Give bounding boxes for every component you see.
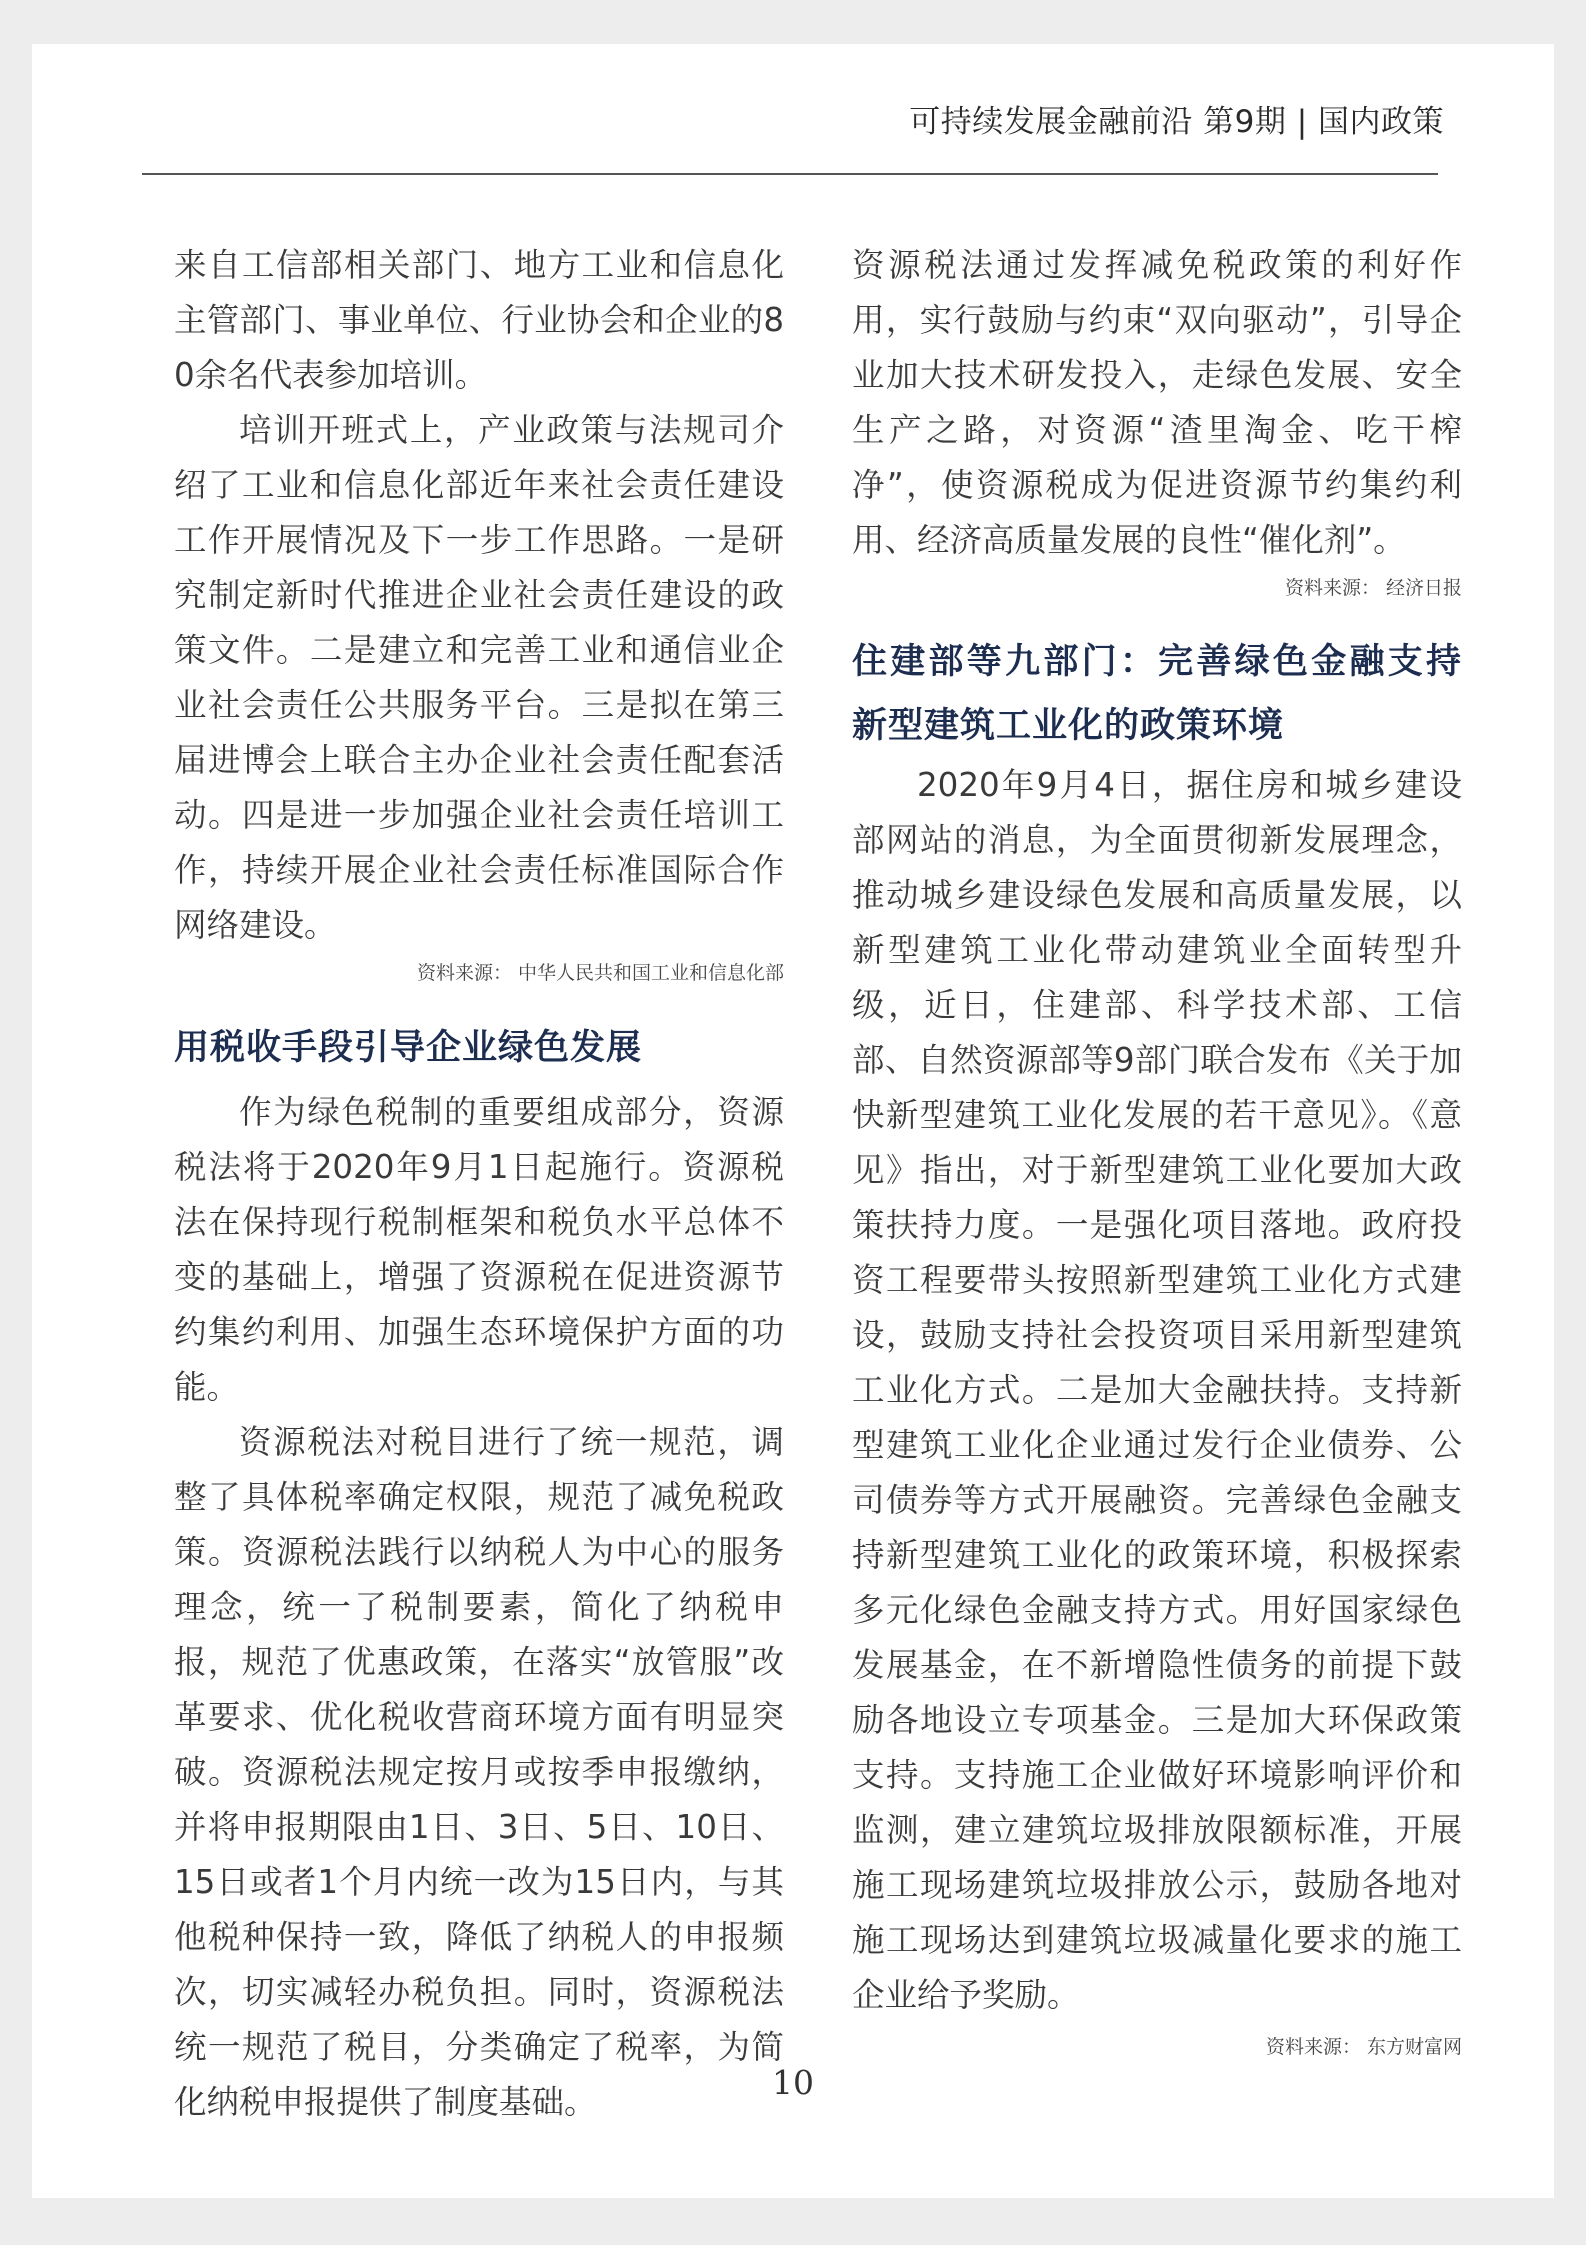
left-column [174,238,784,2130]
training-paragraph: 培训开班式上，产业政策与法规司介绍了工业和信息化部近年来社会责任建设工作开展情况及下一步工作思路。一是研究制定新时代推进企业社会责任建设的政策文件。二是建立和完善工业和通信业企业社会责任公共服务平台。三是拟在第三届进博会上联合主办企业社会责任配套活动。四是进一步加强企业社会责任培训工作，持续开展企业社会责任标准国际合作网络建设。 [174,411,784,944]
header-divider [142,173,1438,175]
article-heading-resource-tax: 用税收手段引导企业绿色发展 [174,1028,643,1068]
intro-paragraph: 来自工信部相关部门、地方工业和信息化主管部门、事业单位、行业协会和企业的80余名代表参加培训。 [174,246,784,394]
page-number: 10 [772,2063,814,2102]
right-column [852,238,1462,2059]
article-heading-mohurd: 住建部等九部门：完善绿色金融支持新型建筑工业化的政策环境 [852,642,1462,746]
resource-tax-paragraph-1: 作为绿色税制的重要组成部分，资源税法将于2020年9月1日起施行。资源税法在保持现行税制框架和税负水平总体不变的基础上，增强了资源税在促进资源节约集约利用、加强生态环境保护方面的功能。 [174,1093,784,1406]
source-citation-miit: 资料来源： 中华人民共和国工业和信息化部 [416,962,784,984]
mohurd-paragraph: 2020年9月4日，据住房和城乡建设部网站的消息，为全面贯彻新发展理念，推动城乡建设绿色发展和高质量发展，以新型建筑工业化带动建筑业全面转型升级，近日，住建部、科学技术部、工信部、自然资源部等9部门联合发布《关于加快新型建筑工业化发展的若干意见》。《意见》指出，对于新型建筑工业化要加大政策扶持力度。一是强化项目落地。政府投资工程要带头按照新型建筑工业化方式建设，鼓励支持社会投资项目采用新型建筑工业化方式。二是加大金融扶持。支持新型建筑工业化企业通过发行企业债券、公司债券等方式开展融资。完善绿色金融支持新型建筑工业化的政策环境，积极探索多元化绿色金融支持方式。用好国家绿色发展基金，在不新增隐性债务的前提下鼓励各地设立专项基金。三是加大环保政策支持。支持施工企业做好环境影响评价和监测，建立建筑垃圾排放限额标准，开展施工现场建筑垃圾排放公示，鼓励各地对施工现场达到建筑垃圾减量化要求的施工企业给予奖励。 [852,766,1462,2014]
running-header: 可持续发展金融前沿 第9期 | 国内政策 [909,104,1444,140]
resource-tax-continued: 资源税法通过发挥减免税政策的利好作用，实行鼓励与约束“双向驱动”，引导企业加大技术研发投入，走绿色发展、安全生产之路，对资源“渣里淘金、吃干榨净”，使资源税成为促进资源节约集约利用、经济高质量发展的良性“催化剂”。 [852,246,1462,559]
source-citation-eastmoney: 资料来源： 东方财富网 [1265,2036,1462,2058]
source-citation-economic-daily: 资料来源： 经济日报 [1284,577,1462,599]
resource-tax-paragraph-2: 资源税法对税目进行了统一规范，调整了具体税率确定权限，规范了减免税政策。资源税法践行以纳税人为中心的服务理念，统一了税制要素，简化了纳税申报，规范了优惠政策，在落实“放管服”改革要求、优化税收营商环境方面有明显突破。资源税法规定按月或按季申报缴纳，并将申报期限由1日、3日、5日、10日、15日或者1个月内统一改为15日内，与其他税种保持一致，降低了纳税人的申报频次，切实减轻办税负担。同时，资源税法统一规范了税目，分类确定了税率，为简化纳税申报提供了制度基础。 [174,1423,784,2121]
